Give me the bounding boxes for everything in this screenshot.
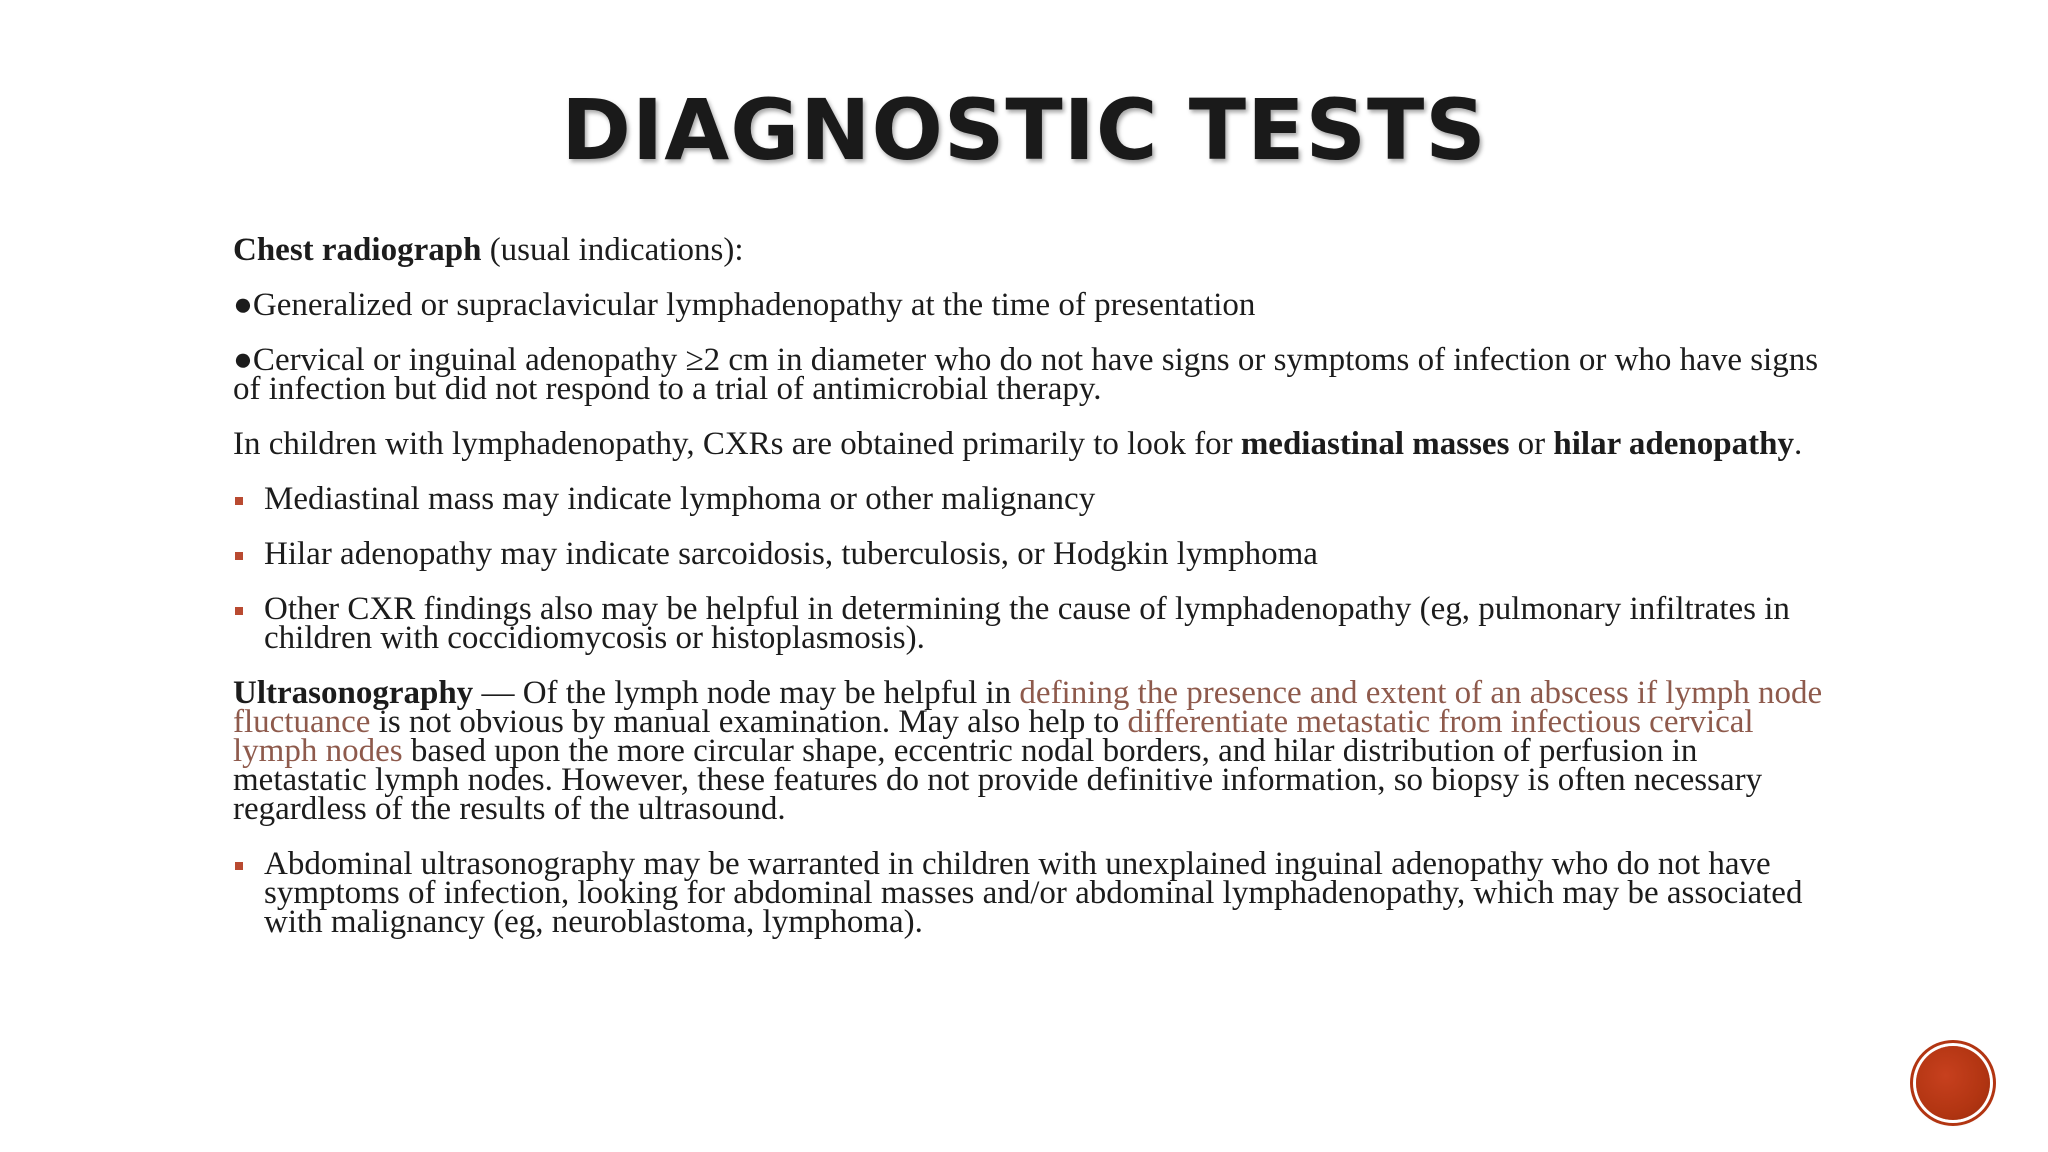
chest-radiograph-label: Chest radiograph: [233, 232, 482, 268]
abscess-link[interactable]: defining the presence and extent of an abscess if lymph node fluctuance: [233, 675, 1823, 740]
ultrasonography-label: Ultrasonography: [233, 675, 474, 711]
ultrasonography-paragraph: [233, 675, 1833, 827]
ultrasonography-text: is not obvious by manual examination. May also help to: [370, 704, 1128, 740]
square-bullet-icon: [235, 497, 243, 505]
square-bullet-icon: [235, 552, 243, 560]
list-item: [233, 481, 1833, 517]
indication-item: ●Cervical or inguinal adenopathy ≥2 cm in diameter who do not have signs or symptoms of infection or who have signs of infection but did not respond to a trial of antimicrobial therapy.: [233, 342, 1819, 407]
cxr-paragraph-text: .: [1793, 426, 1803, 462]
chest-radiograph-text: (usual indications):: [481, 232, 744, 268]
slide-body: [233, 232, 1833, 963]
square-bullet-icon: [235, 862, 243, 870]
slide-title: DIAGNOSTIC TESTS: [561, 81, 1487, 179]
ultrasonography-text: based upon the more circular shape, eccentric nodal borders, and hilar distribution of perfusion in metastatic lymph nodes. However, these features do not provide definitive information, so biopsy is often necessary regardless of the results of the ultrasound.: [233, 733, 1763, 827]
indication-item: ●Generalized or supraclavicular lymphadenopathy at the time of presentation: [233, 287, 1256, 323]
mediastinal-masses-term: mediastinal masses: [1240, 426, 1510, 462]
cxr-paragraph-text: or: [1509, 426, 1554, 462]
next-slide-button[interactable]: [1916, 1046, 1990, 1120]
list-item-text: Hilar adenopathy may indicate sarcoidosis, tuberculosis, or Hodgkin lymphoma: [264, 536, 1318, 572]
list-item: [233, 591, 1833, 656]
square-bullet-icon: [235, 607, 243, 615]
chest-radiograph-heading: [233, 232, 1833, 268]
hilar-adenopathy-term: hilar adenopathy: [1553, 426, 1794, 462]
list-item-text: Abdominal ultrasonography may be warranted in children with unexplained inguinal adenopathy who do not have symptoms of infection, looking for abdominal masses and/or abdominal lymphadenopathy, which may be associated with malignancy (eg, neuroblastoma, lymphoma).: [264, 846, 1803, 940]
list-item: [233, 846, 1833, 940]
list-item-text: Mediastinal mass may indicate lymphoma or other malignancy: [264, 481, 1096, 517]
metastatic-link[interactable]: differentiate metastatic from infectious cervical lymph nodes: [233, 704, 1754, 769]
list-item: [233, 536, 1833, 572]
list-item-text: Other CXR findings also may be helpful in determining the cause of lymphadenopathy (eg, pulmonary infiltrates in children with coccidiomycosis or histoplasmosis).: [264, 591, 1790, 656]
cxr-paragraph-text: In children with lymphadenopathy, CXRs are obtained primarily to look for: [233, 426, 1241, 462]
ultrasonography-text: — Of the lymph node may be helpful in: [473, 675, 1020, 711]
cxr-paragraph: [233, 426, 1833, 462]
